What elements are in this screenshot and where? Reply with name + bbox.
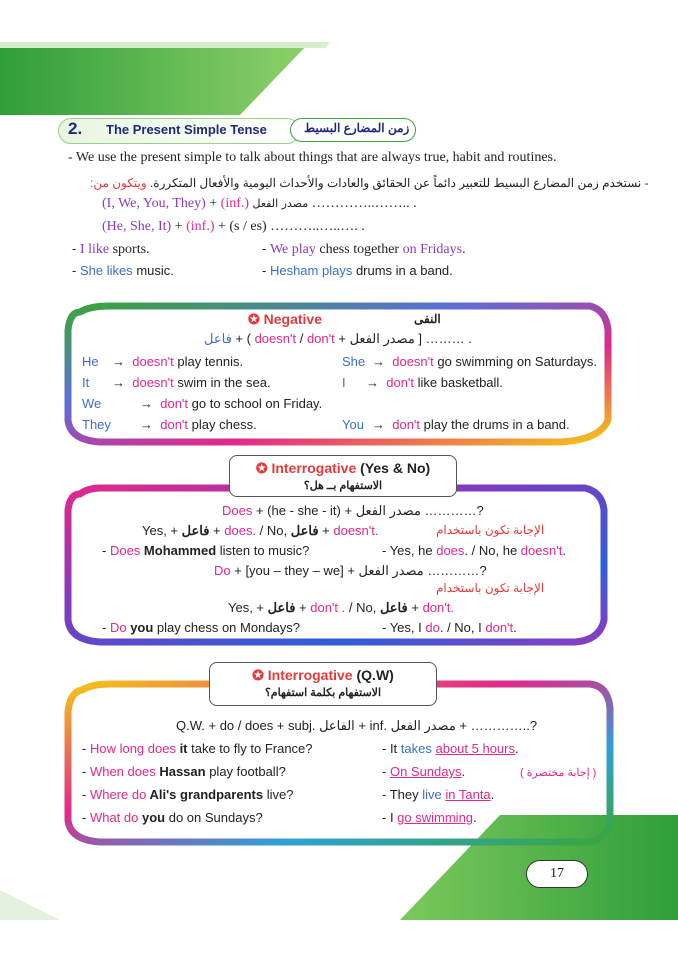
a1-subj2: فاعل — [290, 523, 319, 538]
intro-ar-tail: ويتكون من: — [90, 176, 147, 190]
arrow-icon: → — [140, 417, 153, 432]
f2-do: Do — [214, 563, 231, 578]
neg-subj: It — [82, 375, 90, 390]
neg-left-1 — [82, 354, 243, 369]
a1-does: does. — [224, 523, 257, 538]
q2-qw: When does — [89, 764, 156, 779]
a1-a: - It — [382, 741, 401, 756]
qw-answer-3 — [382, 787, 494, 802]
q4-qw: What do — [89, 810, 139, 825]
qw-title-ar: الاستفهام بكلمة استفهام؟ — [264, 687, 382, 699]
qw-answer-2 — [382, 764, 465, 779]
formula-2 — [102, 219, 365, 235]
formula2-plus: + — [174, 219, 183, 234]
ans1-b: . / No, he — [464, 543, 521, 558]
arrow-icon: → — [372, 417, 385, 432]
section-title-ar: زمن المضارع البسيط — [304, 121, 410, 135]
a2-info: On Sundays — [389, 764, 462, 779]
ex4-rest: drums in a band. — [352, 263, 453, 278]
qw-title — [210, 667, 436, 684]
ans2-do: do — [425, 620, 440, 635]
neg-subj: I — [342, 375, 346, 390]
neg-right-3 — [342, 417, 570, 432]
star-icon: ✪ — [252, 667, 264, 683]
yesno-title-ar: الاستفهام بــ هل؟ — [303, 480, 383, 492]
q1-subj: it — [175, 741, 188, 756]
arrow-icon: → — [112, 354, 125, 369]
a2-yes: Yes, + — [228, 600, 268, 615]
arrow-icon: → — [372, 354, 385, 369]
intro-example-3 — [262, 241, 466, 258]
a4-a: - I — [382, 810, 398, 825]
yesno-answer-1 — [382, 543, 566, 558]
a2-sep: / No, — [345, 600, 380, 615]
intro-ar-text: - نستخدم زمن المضارع البسيط للتعبير دائماً عن الحقائق والعادات والأحداث اليومية والأفعال المتكررة. — [149, 176, 649, 190]
formula2-pronouns: (He, She, It) — [102, 219, 172, 234]
ex4-subj: Hesham plays — [269, 263, 353, 278]
neg-rest: play chess. — [188, 417, 257, 432]
neg-aux: don't — [386, 375, 415, 390]
ex2-rest: music. — [132, 263, 174, 278]
dash: - — [82, 741, 90, 756]
a4-end: . — [473, 810, 477, 825]
formula2-rest: + (s / es) ………..…..…. . — [218, 219, 365, 234]
a1-plus2: + — [318, 523, 334, 538]
dash: - — [72, 241, 80, 256]
ans-label-1: الإجابة تكون باستخدام — [436, 523, 545, 537]
yesno-title — [230, 460, 456, 477]
dash: - — [102, 620, 110, 635]
ex3-mid: chess together — [315, 242, 403, 257]
dash: - — [72, 263, 80, 278]
formula1-dots: …………..…….. . — [311, 196, 417, 211]
a1-yes: Yes, + — [142, 523, 182, 538]
dash: - — [102, 543, 110, 558]
neg-left-4 — [82, 417, 257, 432]
neg-subj: You — [342, 417, 364, 432]
dash: - — [82, 787, 90, 802]
negative-formula — [204, 331, 472, 347]
q3-subj: Ali's grandparents — [146, 787, 264, 802]
qw-question-3 — [82, 787, 293, 802]
neg-rest: play the drums in a band. — [420, 417, 570, 432]
short-answer-note: ( إجابة مختصرة ) — [520, 767, 597, 779]
intro-en: - We use the present simple to talk about things that are always true, habit and routines. — [68, 150, 557, 165]
ans2-a: - Yes, I — [382, 620, 426, 635]
neg-end: ] ……… . — [418, 331, 472, 346]
negative-title — [248, 311, 322, 328]
arrow-icon: → — [366, 375, 379, 390]
arrow-icon: → — [140, 396, 153, 411]
formula1-ar: مصدر الفعل — [252, 197, 309, 210]
q1-qw: How long does — [89, 741, 176, 756]
neg-subj: They — [82, 417, 111, 432]
intro-ar — [90, 176, 649, 190]
dash: - — [82, 764, 90, 779]
a2-subj2: فاعل — [379, 600, 408, 615]
yesno-title-paren: (Yes & No) — [360, 460, 431, 476]
ans-label-2: الإجابة تكون باستخدام — [436, 581, 545, 595]
intro-example-1 — [72, 241, 150, 258]
dash: - — [382, 764, 390, 779]
yesno-formula-2 — [214, 563, 487, 579]
a2-dont2: don't. — [422, 600, 454, 615]
formula1-inf: (inf.) — [220, 196, 250, 211]
formula-1 — [102, 196, 417, 212]
qw-answer-4 — [382, 810, 477, 825]
dash: - — [262, 241, 270, 256]
ex3-subj: We play — [269, 242, 316, 257]
ans1-c: . — [562, 543, 566, 558]
neg-subj: She — [342, 354, 366, 369]
q3-qw: Where do — [89, 787, 147, 802]
neg-subj: We — [82, 396, 102, 411]
qw-question-4 — [82, 810, 263, 825]
f2-rest: + [you – they – we] + مصدر الفعل …………? — [230, 563, 487, 578]
top-banner-shape — [0, 42, 310, 115]
section-number: 2. — [68, 119, 83, 138]
neg-plus: + — [235, 331, 243, 346]
formula2-inf: (inf.) — [186, 219, 215, 234]
dash: - — [262, 263, 270, 278]
a3-end: . — [490, 787, 495, 802]
neg-rest: like basketball. — [414, 375, 503, 390]
a3-a: - They — [382, 787, 423, 802]
arrow-icon: → — [112, 375, 125, 390]
a3-info: in Tanta — [445, 787, 491, 802]
qw-title-box — [209, 662, 437, 706]
neg-rest: play tennis. — [173, 354, 244, 369]
neg-rest: go to school on Friday. — [188, 396, 323, 411]
a1-plus: + — [209, 523, 225, 538]
ans2-c: . — [513, 620, 517, 635]
qw-title-paren: (Q.W) — [356, 667, 394, 683]
a2-plus2: + — [407, 600, 423, 615]
section-title-en: The Present Simple Tense — [106, 122, 267, 137]
q3-rest: live? — [263, 787, 294, 802]
f1-does: Does — [222, 503, 253, 518]
q4-subj: you — [138, 810, 166, 825]
neg-right-1 — [342, 354, 597, 369]
a1-verb: takes — [400, 741, 432, 756]
ex1-subj: I like — [79, 242, 110, 257]
q4-rest: do on Sundays? — [165, 810, 263, 825]
a2-subj: فاعل — [267, 600, 296, 615]
ans1-doesnt: doesn't — [520, 543, 563, 558]
negative-title-text: Negative — [263, 311, 322, 327]
a1-sep: / No, — [256, 523, 291, 538]
neg-subj: He — [82, 354, 99, 369]
qw-question-2 — [82, 764, 286, 779]
ex3-time: on Fridays — [402, 242, 463, 257]
neg-left-2 — [82, 375, 271, 390]
qw-answer-1 — [382, 741, 519, 756]
dash: - — [82, 810, 90, 825]
neg-aux: doesn't — [132, 375, 174, 390]
neg-ar: + مصدر الفعل — [338, 331, 415, 346]
yesno-answer-2 — [382, 620, 517, 635]
yesno-example-2 — [102, 620, 300, 635]
yesno-title-text: Interrogative — [271, 460, 357, 476]
ex3-end: . — [462, 242, 466, 257]
neg-mid: ( doesn't / don't — [246, 331, 335, 346]
yesno-example-1 — [102, 543, 309, 558]
ans2-dont: don't — [485, 620, 514, 635]
neg-subj-ar: فاعل — [204, 331, 232, 346]
neg-rest: swim in the sea. — [173, 375, 271, 390]
ans1-a: - Yes, he — [382, 543, 437, 558]
neg-aux: doesn't — [392, 354, 434, 369]
neg-right-2 — [342, 375, 503, 390]
section-header — [58, 118, 418, 144]
neg-rest: go swimming on Saturdays. — [433, 354, 598, 369]
a1-subj: فاعل — [181, 523, 210, 538]
negative-title-ar: النفى — [414, 312, 441, 326]
ex2-subj: She likes — [79, 263, 133, 278]
ex1-name: Mohammed — [140, 543, 217, 558]
ex2-do: Do — [109, 620, 127, 635]
ans2-b: . / No, I — [439, 620, 486, 635]
a3-verb: live — [422, 787, 442, 802]
a4-info: go swimming — [397, 810, 474, 825]
a2-plus: + — [295, 600, 311, 615]
q2-rest: play football? — [205, 764, 286, 779]
yesno-answer-formula-1 — [142, 523, 379, 539]
yesno-title-box — [229, 455, 457, 497]
neg-aux: doesn't — [132, 354, 174, 369]
qw-title-text: Interrogative — [267, 667, 353, 683]
yesno-answer-formula-2 — [228, 600, 454, 616]
star-icon: ✪ — [248, 311, 260, 327]
a2-end: . — [461, 764, 466, 779]
intro-example-4 — [262, 263, 453, 278]
ex2-rest: play chess on Mondays? — [153, 620, 301, 635]
neg-aux: don't — [160, 417, 189, 432]
q1-rest: take to fly to France? — [187, 741, 313, 756]
ans1-does: does — [436, 543, 465, 558]
ex1-rest: listen to music? — [216, 543, 310, 558]
page-number: 17 — [526, 860, 588, 888]
intro-example-2 — [72, 263, 174, 278]
star-icon: ✪ — [255, 460, 268, 476]
q2-subj: Hassan — [155, 764, 206, 779]
formula1-pronouns: (I, We, You, They) — [102, 196, 206, 211]
f1-rest: + (he - she - it) + مصدر الفعل …………? — [252, 503, 484, 518]
neg-aux: don't — [160, 396, 189, 411]
ex2-you: you — [126, 620, 154, 635]
neg-left-3 — [82, 396, 322, 411]
yesno-formula-1 — [222, 503, 484, 519]
a1-info: about 5 hours — [435, 741, 515, 756]
neg-aux: don't — [392, 417, 421, 432]
formula1-plus: + — [209, 196, 218, 211]
a2-dont: don't . — [310, 600, 346, 615]
ex1-rest: sports. — [109, 242, 150, 257]
qw-question-1 — [82, 741, 313, 756]
ex1-does: Does — [109, 543, 141, 558]
qw-formula: Q.W. + do / does + subj. الفاعل + inf. مصدر الفعل + …………..? — [176, 718, 538, 733]
a1-end: . — [515, 741, 519, 756]
a1-doesnt: doesn't. — [333, 523, 379, 538]
